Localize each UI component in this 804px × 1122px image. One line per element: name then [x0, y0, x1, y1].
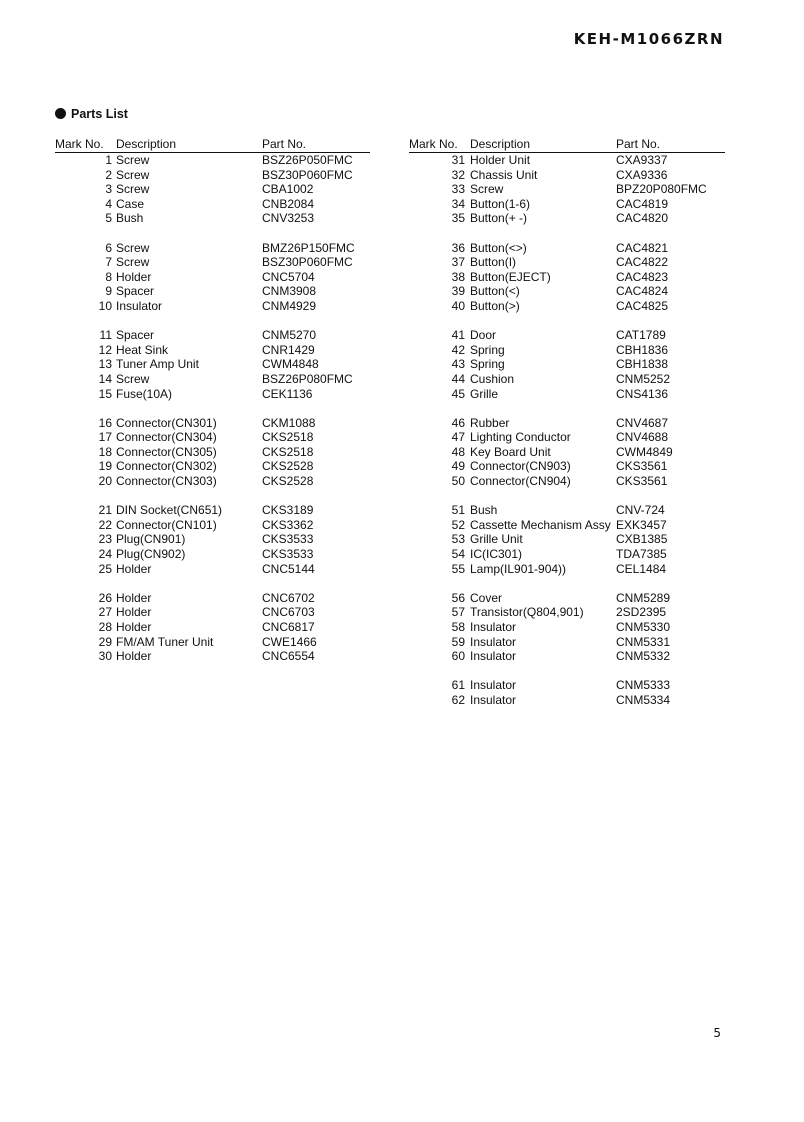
description-cell: Fuse(10A) [116, 386, 173, 401]
mark-no-cell: 49 [451, 459, 465, 474]
model-number: KEH-M1066ZRN [573, 30, 724, 48]
description-cell: Bush [116, 211, 144, 226]
mark-no-cell: 31 [451, 153, 465, 167]
description-cell: Button(<>) [470, 240, 527, 255]
description-cell: Insulator [470, 692, 517, 707]
description-cell: IC(IC301) [470, 547, 523, 562]
description-cell: Holder [116, 620, 152, 634]
part-no-cell: CNM3908 [262, 284, 317, 299]
table-row [409, 168, 725, 183]
mark-no-cell: 45 [451, 386, 465, 401]
description-cell: Screw [116, 167, 150, 182]
part-no-cell: CKS2518 [262, 444, 314, 459]
mark-no-cell: 58 [451, 620, 465, 634]
description-cell: Spring [470, 357, 505, 372]
mark-no-cell: 2 [105, 167, 112, 182]
description-cell: Door [470, 328, 497, 343]
mark-no-cell: 3 [105, 182, 112, 197]
bullet-icon [55, 108, 66, 119]
table-row [409, 459, 725, 474]
mark-no-cell: 41 [451, 328, 465, 343]
mark-no-cell: 8 [105, 269, 112, 284]
table-row [55, 445, 370, 460]
col-header-mark-no: Mark No. [55, 137, 104, 151]
part-no-cell: BSZ30P060FMC [262, 167, 353, 182]
table-row [55, 211, 370, 226]
part-no-cell: CNV4688 [616, 430, 669, 445]
part-no-cell: CNC6817 [262, 620, 315, 634]
group-spacer [55, 401, 370, 416]
table-row [409, 678, 725, 693]
mark-no-cell: 22 [98, 517, 112, 532]
mark-no-cell: 38 [451, 269, 465, 284]
group-spacer [55, 314, 370, 329]
part-no-cell: CNM5332 [616, 649, 671, 664]
parts-list-title: Parts List [71, 107, 128, 121]
description-cell: Connector(CN903) [470, 459, 571, 474]
table-row [409, 693, 725, 708]
part-no-cell: CKS3561 [616, 474, 668, 489]
part-no-cell: CWM4849 [616, 444, 673, 459]
table-row [55, 430, 370, 445]
part-no-cell: CXB1385 [616, 532, 668, 547]
table-row [409, 197, 725, 212]
part-no-cell: CKS3533 [262, 532, 314, 547]
table-row [409, 518, 725, 533]
part-no-cell: CKS2518 [262, 430, 314, 445]
description-cell: Spacer [116, 284, 155, 299]
description-cell: Connector(CN303) [116, 474, 217, 489]
mark-no-cell: 21 [98, 503, 112, 518]
part-no-cell: CKS3533 [262, 547, 314, 562]
table-row [409, 372, 725, 387]
description-cell: Holder [116, 561, 152, 576]
description-cell: Cushion [470, 371, 515, 386]
description-cell: Chassis Unit [470, 167, 538, 182]
mark-no-cell: 13 [98, 357, 112, 372]
table-row [409, 211, 725, 226]
description-cell: Button(<) [470, 284, 520, 299]
part-no-cell: CAC4821 [616, 240, 669, 255]
mark-no-cell: 54 [451, 547, 465, 562]
table-row [409, 635, 725, 650]
description-cell: Holder [116, 269, 152, 284]
mark-no-cell: 37 [451, 255, 465, 270]
part-no-cell: CNC6554 [262, 649, 315, 664]
part-no-cell: CNV4687 [616, 415, 669, 430]
table-row [409, 649, 725, 664]
mark-no-cell: 52 [451, 517, 465, 532]
table-row [409, 591, 725, 606]
part-no-cell: TDA7385 [616, 547, 667, 562]
description-cell: Screw [116, 240, 150, 255]
table-row [55, 328, 370, 343]
description-cell: Button(+ -) [470, 211, 528, 226]
part-no-cell: CBH1836 [616, 342, 669, 357]
table-row [409, 299, 725, 314]
description-cell: Connector(CN305) [116, 444, 217, 459]
description-cell: Button(I) [470, 255, 517, 270]
mark-no-cell: 33 [451, 182, 465, 197]
mark-no-cell: 57 [451, 605, 465, 620]
part-no-cell: BSZ26P050FMC [262, 153, 353, 167]
mark-no-cell: 20 [98, 474, 112, 489]
group-spacer [409, 226, 725, 241]
part-no-cell: CAC4820 [616, 211, 669, 226]
part-no-cell: CNM4929 [262, 298, 317, 313]
mark-no-cell: 29 [98, 634, 112, 649]
mark-no-cell: 53 [451, 532, 465, 547]
table-row [55, 387, 370, 402]
mark-no-cell: 60 [451, 649, 465, 664]
mark-no-cell: 1 [105, 153, 112, 167]
description-cell: Screw [116, 255, 150, 270]
mark-no-cell: 24 [98, 547, 112, 562]
mark-no-cell: 51 [451, 503, 465, 518]
part-no-cell: CWE1466 [262, 634, 317, 649]
mark-no-cell: 11 [99, 328, 112, 343]
part-no-cell: CWM4848 [262, 357, 319, 372]
mark-no-cell: 10 [98, 298, 112, 313]
part-no-cell: CNM5331 [616, 634, 671, 649]
description-cell: Insulator [470, 620, 517, 634]
mark-no-cell: 62 [451, 692, 465, 707]
table-row [55, 241, 370, 256]
description-cell: Insulator [116, 298, 163, 313]
description-cell: Screw [116, 371, 150, 386]
group-spacer [409, 576, 725, 591]
part-no-cell: CXA9336 [616, 167, 668, 182]
description-cell: Button(1-6) [470, 196, 531, 211]
part-no-cell: CNC6703 [262, 605, 315, 620]
part-no-cell: CBA1002 [262, 182, 314, 197]
mark-no-cell: 6 [105, 240, 112, 255]
group-spacer [55, 576, 370, 591]
parts-table-left [55, 137, 370, 664]
part-no-cell: CAT1789 [616, 328, 666, 343]
table-row [55, 168, 370, 183]
table-row [55, 620, 370, 635]
mark-no-cell: 30 [98, 649, 112, 664]
table-row [55, 562, 370, 577]
part-no-cell: CEL1484 [616, 561, 667, 576]
table-header [55, 137, 370, 153]
description-cell: Holder [116, 605, 152, 620]
part-no-cell: CNM5333 [616, 678, 671, 693]
description-cell: Connector(CN904) [470, 474, 571, 489]
table-row [409, 182, 725, 197]
mark-no-cell: 35 [451, 211, 465, 226]
part-no-cell: CXA9337 [616, 153, 668, 167]
page-number: 5 [713, 1026, 721, 1040]
description-cell: Insulator [470, 678, 517, 693]
description-cell: FM/AM Tuner Unit [116, 634, 214, 649]
mark-no-cell: 34 [451, 196, 465, 211]
mark-no-cell: 56 [451, 590, 465, 605]
mark-no-cell: 12 [98, 342, 112, 357]
table-row [55, 153, 370, 168]
part-no-cell: 2SD2395 [616, 605, 667, 620]
group-spacer [55, 489, 370, 504]
mark-no-cell: 28 [98, 620, 112, 634]
mark-no-cell: 5 [105, 211, 112, 226]
table-row [409, 284, 725, 299]
group-spacer [409, 314, 725, 329]
group-spacer [409, 664, 725, 679]
table-row [409, 620, 725, 635]
table-row [409, 255, 725, 270]
table-row [55, 182, 370, 197]
table-row [409, 343, 725, 358]
description-cell: Bush [470, 503, 498, 518]
table-row [409, 430, 725, 445]
description-cell: Insulator [470, 634, 517, 649]
mark-no-cell: 27 [98, 605, 112, 620]
mark-no-cell: 46 [451, 415, 465, 430]
table-row [409, 270, 725, 285]
description-cell: Screw [116, 182, 150, 197]
description-cell: Connector(CN304) [116, 430, 217, 445]
mark-no-cell: 55 [451, 561, 465, 576]
mark-no-cell: 40 [451, 298, 465, 313]
description-cell: Grille [470, 386, 499, 401]
part-no-cell: CNV-724 [616, 503, 665, 518]
part-no-cell: CAC4819 [616, 196, 669, 211]
part-no-cell: CKS2528 [262, 474, 314, 489]
table-row [409, 605, 725, 620]
table-row [409, 387, 725, 402]
table-row [409, 241, 725, 256]
mark-no-cell: 47 [451, 430, 465, 445]
part-no-cell: CKS3189 [262, 503, 314, 518]
col-header-description: Description [116, 137, 177, 151]
description-cell: Connector(CN301) [116, 415, 217, 430]
part-no-cell: CNC6702 [262, 590, 315, 605]
part-no-cell: BPZ20P080FMC [616, 182, 707, 197]
description-cell: Button(>) [470, 298, 520, 313]
description-cell: Cover [470, 590, 503, 605]
table-row [55, 503, 370, 518]
table-header [409, 137, 725, 153]
parts-rows [55, 153, 370, 664]
table-row [55, 197, 370, 212]
table-row [409, 562, 725, 577]
table-row [409, 532, 725, 547]
mark-no-cell: 4 [105, 196, 112, 211]
table-row [409, 416, 725, 431]
description-cell: Cassette Mechanism Assy [470, 517, 611, 532]
group-spacer [409, 401, 725, 416]
description-cell: Transistor(Q804,901) [470, 605, 584, 620]
part-no-cell: CNS4136 [616, 386, 669, 401]
table-row [55, 591, 370, 606]
col-header-part-no: Part No. [262, 137, 307, 151]
description-cell: Rubber [470, 415, 510, 430]
part-no-cell: CNM5330 [616, 620, 671, 634]
table-row [409, 503, 725, 518]
mark-no-cell: 9 [105, 284, 112, 299]
mark-no-cell: 26 [98, 590, 112, 605]
table-row [55, 270, 370, 285]
description-cell: Plug(CN901) [116, 532, 186, 547]
description-cell: Holder [116, 590, 152, 605]
col-header-description: Description [470, 137, 531, 151]
part-no-cell: CKS3362 [262, 517, 314, 532]
mark-no-cell: 42 [451, 342, 465, 357]
mark-no-cell: 43 [451, 357, 465, 372]
table-row [409, 474, 725, 489]
mark-no-cell: 61 [451, 678, 465, 693]
table-row [55, 255, 370, 270]
table-row [55, 299, 370, 314]
part-no-cell: CAC4824 [616, 284, 669, 299]
description-cell: Tuner Amp Unit [116, 357, 199, 372]
description-cell: Spring [470, 342, 505, 357]
description-cell: Heat Sink [116, 342, 169, 357]
part-no-cell: CNC5704 [262, 269, 315, 284]
col-header-mark-no: Mark No. [409, 137, 458, 151]
mark-no-cell: 16 [98, 415, 112, 430]
description-cell: Case [116, 196, 145, 211]
mark-no-cell: 59 [451, 634, 465, 649]
table-row [55, 343, 370, 358]
table-row [409, 153, 725, 168]
group-spacer [409, 489, 725, 504]
description-cell: Lamp(IL901-904)) [470, 561, 567, 576]
description-cell: Plug(CN902) [116, 547, 186, 562]
parts-rows [409, 153, 725, 708]
description-cell: Key Board Unit [470, 444, 551, 459]
description-cell: Screw [116, 153, 150, 167]
description-cell: Holder [116, 649, 152, 664]
description-cell: DIN Socket(CN651) [116, 503, 223, 518]
mark-no-cell: 23 [98, 532, 112, 547]
mark-no-cell: 7 [105, 255, 112, 270]
part-no-cell: CNM5289 [616, 590, 671, 605]
table-row [55, 416, 370, 431]
part-no-cell: CNM5334 [616, 692, 671, 707]
mark-no-cell: 32 [451, 167, 465, 182]
part-no-cell: CKM1088 [262, 415, 316, 430]
description-cell: Connector(CN302) [116, 459, 217, 474]
part-no-cell: CNV3253 [262, 211, 315, 226]
col-header-part-no: Part No. [616, 137, 661, 151]
part-no-cell: BSZ26P080FMC [262, 371, 353, 386]
mark-no-cell: 36 [451, 240, 465, 255]
table-row [55, 532, 370, 547]
mark-no-cell: 17 [98, 430, 112, 445]
description-cell: Grille Unit [470, 532, 523, 547]
mark-no-cell: 39 [451, 284, 465, 299]
table-row [55, 518, 370, 533]
description-cell: Connector(CN101) [116, 517, 217, 532]
table-row [55, 372, 370, 387]
description-cell: Screw [470, 182, 504, 197]
description-cell: Spacer [116, 328, 155, 343]
mark-no-cell: 48 [451, 444, 465, 459]
part-no-cell: CNB2084 [262, 196, 315, 211]
part-no-cell: CKS2528 [262, 459, 314, 474]
table-row [409, 328, 725, 343]
table-row [55, 474, 370, 489]
part-no-cell: EXK3457 [616, 517, 667, 532]
part-no-cell: BSZ30P060FMC [262, 255, 353, 270]
part-no-cell: CKS3561 [616, 459, 668, 474]
mark-no-cell: 25 [98, 561, 112, 576]
part-no-cell: CAC4822 [616, 255, 669, 270]
table-row [55, 649, 370, 664]
table-row [55, 547, 370, 562]
mark-no-cell: 18 [98, 444, 112, 459]
table-row [55, 635, 370, 650]
part-no-cell: CNM5270 [262, 328, 317, 343]
part-no-cell: CAC4823 [616, 269, 669, 284]
mark-no-cell: 15 [98, 386, 112, 401]
table-row [55, 284, 370, 299]
description-cell: Button(EJECT) [470, 269, 551, 284]
table-row [409, 357, 725, 372]
parts-table-right [409, 137, 725, 708]
table-row [409, 445, 725, 460]
description-cell: Holder Unit [470, 153, 531, 167]
mark-no-cell: 44 [451, 371, 465, 386]
mark-no-cell: 19 [98, 459, 112, 474]
table-row [55, 605, 370, 620]
group-spacer [55, 226, 370, 241]
part-no-cell: CEK1136 [262, 386, 313, 401]
part-no-cell: BMZ26P150FMC [262, 240, 355, 255]
description-cell: Insulator [470, 649, 517, 664]
part-no-cell: CAC4825 [616, 298, 669, 313]
mark-no-cell: 14 [98, 371, 112, 386]
part-no-cell: CNC5144 [262, 561, 315, 576]
part-no-cell: CBH1838 [616, 357, 669, 372]
mark-no-cell: 50 [451, 474, 465, 489]
table-row [55, 459, 370, 474]
table-row [409, 547, 725, 562]
table-row [55, 357, 370, 372]
description-cell: Lighting Conductor [470, 430, 571, 445]
parts-list-heading [55, 107, 128, 121]
part-no-cell: CNR1429 [262, 342, 315, 357]
part-no-cell: CNM5252 [616, 371, 671, 386]
